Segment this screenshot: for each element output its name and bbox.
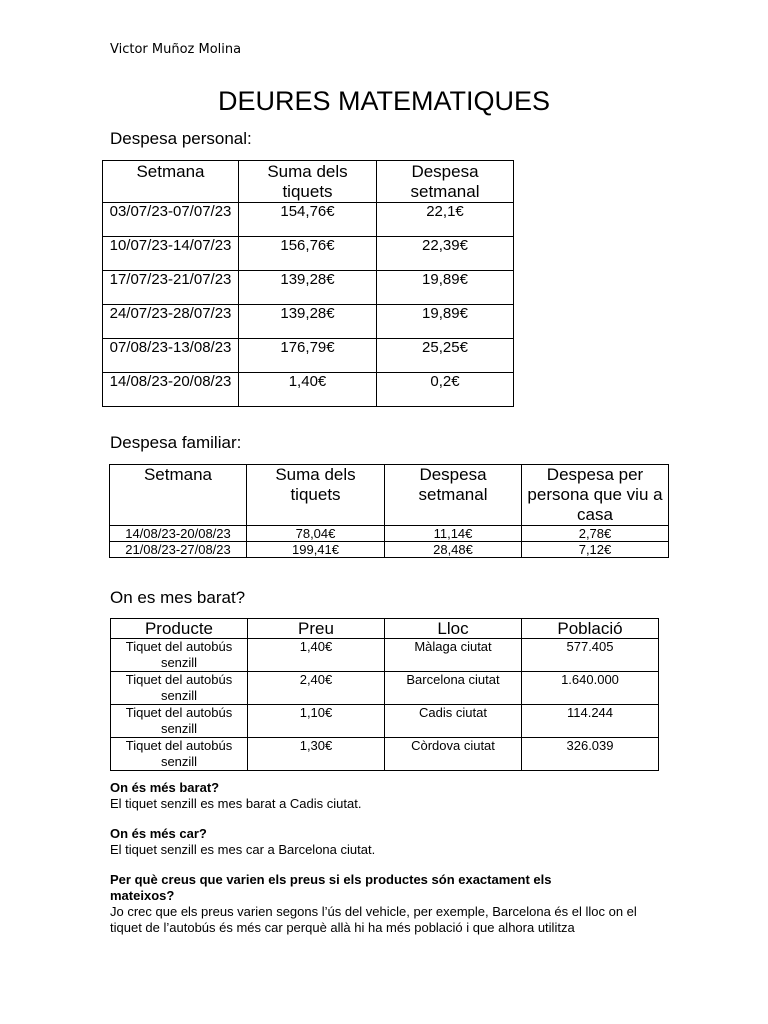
cell-tickets-sum: 154,76€ bbox=[239, 203, 377, 237]
header-place: Lloc bbox=[385, 619, 522, 639]
cell-week: 03/07/23-07/07/23 bbox=[103, 203, 239, 237]
cell-product: Tiquet del autobús senzill bbox=[111, 738, 248, 771]
family-expense-table bbox=[109, 464, 669, 558]
table-row bbox=[103, 305, 514, 339]
cell-tickets-sum: 139,28€ bbox=[239, 305, 377, 339]
cell-week: 07/08/23-13/08/23 bbox=[103, 339, 239, 373]
table-header-row bbox=[110, 465, 669, 526]
price-comparison-table bbox=[110, 618, 659, 771]
cell-place: Cadis ciutat bbox=[385, 705, 522, 738]
cell-population: 577.405 bbox=[522, 639, 659, 672]
cell-population: 1.640.000 bbox=[522, 672, 659, 705]
table-row bbox=[111, 639, 659, 672]
table-row bbox=[103, 339, 514, 373]
cell-per-person-expense: 7,12€ bbox=[522, 542, 669, 558]
table-row bbox=[110, 542, 669, 558]
table-row bbox=[103, 203, 514, 237]
cell-week: 21/08/23-27/08/23 bbox=[110, 542, 247, 558]
question-most-expensive: On és més car? bbox=[110, 826, 207, 841]
cell-week: 14/08/23-20/08/23 bbox=[110, 526, 247, 542]
table-row bbox=[103, 373, 514, 407]
author-name: Victor Muñoz Molina bbox=[110, 42, 242, 57]
table-row bbox=[111, 672, 659, 705]
header-weekly-expense: Despesa setmanal bbox=[377, 161, 514, 203]
cell-weekly-expense: 19,89€ bbox=[377, 271, 514, 305]
cheap-heading: On es mes barat? bbox=[110, 588, 246, 607]
cell-price: 1,30€ bbox=[248, 738, 385, 771]
header-tickets-sum: Suma dels tiquets bbox=[239, 161, 377, 203]
personal-expense-table bbox=[102, 160, 514, 407]
cell-tickets-sum: 156,76€ bbox=[239, 237, 377, 271]
table-row bbox=[103, 237, 514, 271]
table-header-row bbox=[103, 161, 514, 203]
question-cheapest: On és més barat? bbox=[110, 780, 220, 795]
cell-place: Barcelona ciutat bbox=[385, 672, 522, 705]
cell-tickets-sum: 139,28€ bbox=[239, 271, 377, 305]
cell-product: Tiquet del autobús senzill bbox=[111, 672, 248, 705]
question-why-prices-vary: Per què creus que varien els preus si els productes són exactament els mateixos? bbox=[110, 872, 552, 903]
cell-product: Tiquet del autobús senzill bbox=[111, 705, 248, 738]
cell-weekly-expense: 22,39€ bbox=[377, 237, 514, 271]
cell-tickets-sum: 199,41€ bbox=[247, 542, 385, 558]
cell-product: Tiquet del autobús senzill bbox=[111, 639, 248, 672]
cell-week: 24/07/23-28/07/23 bbox=[103, 305, 239, 339]
cell-place: Còrdova ciutat bbox=[385, 738, 522, 771]
cell-price: 1,40€ bbox=[248, 639, 385, 672]
table-row bbox=[110, 526, 669, 542]
cell-tickets-sum: 1,40€ bbox=[239, 373, 377, 407]
header-product: Producte bbox=[111, 619, 248, 639]
cell-weekly-expense: 28,48€ bbox=[385, 542, 522, 558]
table-header-row bbox=[111, 619, 659, 639]
cell-per-person-expense: 2,78€ bbox=[522, 526, 669, 542]
answer-cheapest: El tiquet senzill es mes barat a Cadis ciutat. bbox=[110, 796, 362, 811]
header-weekly-expense: Despesa setmanal bbox=[385, 465, 522, 526]
cell-weekly-expense: 0,2€ bbox=[377, 373, 514, 407]
cell-price: 2,40€ bbox=[248, 672, 385, 705]
cell-weekly-expense: 19,89€ bbox=[377, 305, 514, 339]
cell-weekly-expense: 22,1€ bbox=[377, 203, 514, 237]
header-week: Setmana bbox=[103, 161, 239, 203]
header-price: Preu bbox=[248, 619, 385, 639]
answer-why-prices-vary: Jo crec que els preus varien segons l’ús del vehicle, per exemple, Barcelona és el lloc on el tiquet de l’autobús és més car perquè allà hi ha més població i que alhora utilitza bbox=[110, 904, 637, 935]
family-heading: Despesa familiar: bbox=[110, 433, 242, 452]
header-population: Població bbox=[522, 619, 659, 639]
cell-price: 1,10€ bbox=[248, 705, 385, 738]
header-per-person-expense: Despesa per persona que viu a casa bbox=[522, 465, 669, 526]
cell-week: 10/07/23-14/07/23 bbox=[103, 237, 239, 271]
cell-week: 14/08/23-20/08/23 bbox=[103, 373, 239, 407]
cell-week: 17/07/23-21/07/23 bbox=[103, 271, 239, 305]
page-title: DEURES MATEMATIQUES bbox=[217, 86, 551, 116]
table-row bbox=[111, 738, 659, 771]
cell-population: 326.039 bbox=[522, 738, 659, 771]
cell-weekly-expense: 11,14€ bbox=[385, 526, 522, 542]
header-week: Setmana bbox=[110, 465, 247, 526]
table-row bbox=[103, 271, 514, 305]
answer-most-expensive: El tiquet senzill es mes car a Barcelona ciutat. bbox=[110, 842, 376, 857]
cell-tickets-sum: 78,04€ bbox=[247, 526, 385, 542]
personal-heading: Despesa personal: bbox=[110, 129, 252, 148]
table-row bbox=[111, 705, 659, 738]
cell-tickets-sum: 176,79€ bbox=[239, 339, 377, 373]
cell-weekly-expense: 25,25€ bbox=[377, 339, 514, 373]
cell-place: Màlaga ciutat bbox=[385, 639, 522, 672]
header-tickets-sum: Suma dels tiquets bbox=[247, 465, 385, 526]
cell-population: 114.244 bbox=[522, 705, 659, 738]
